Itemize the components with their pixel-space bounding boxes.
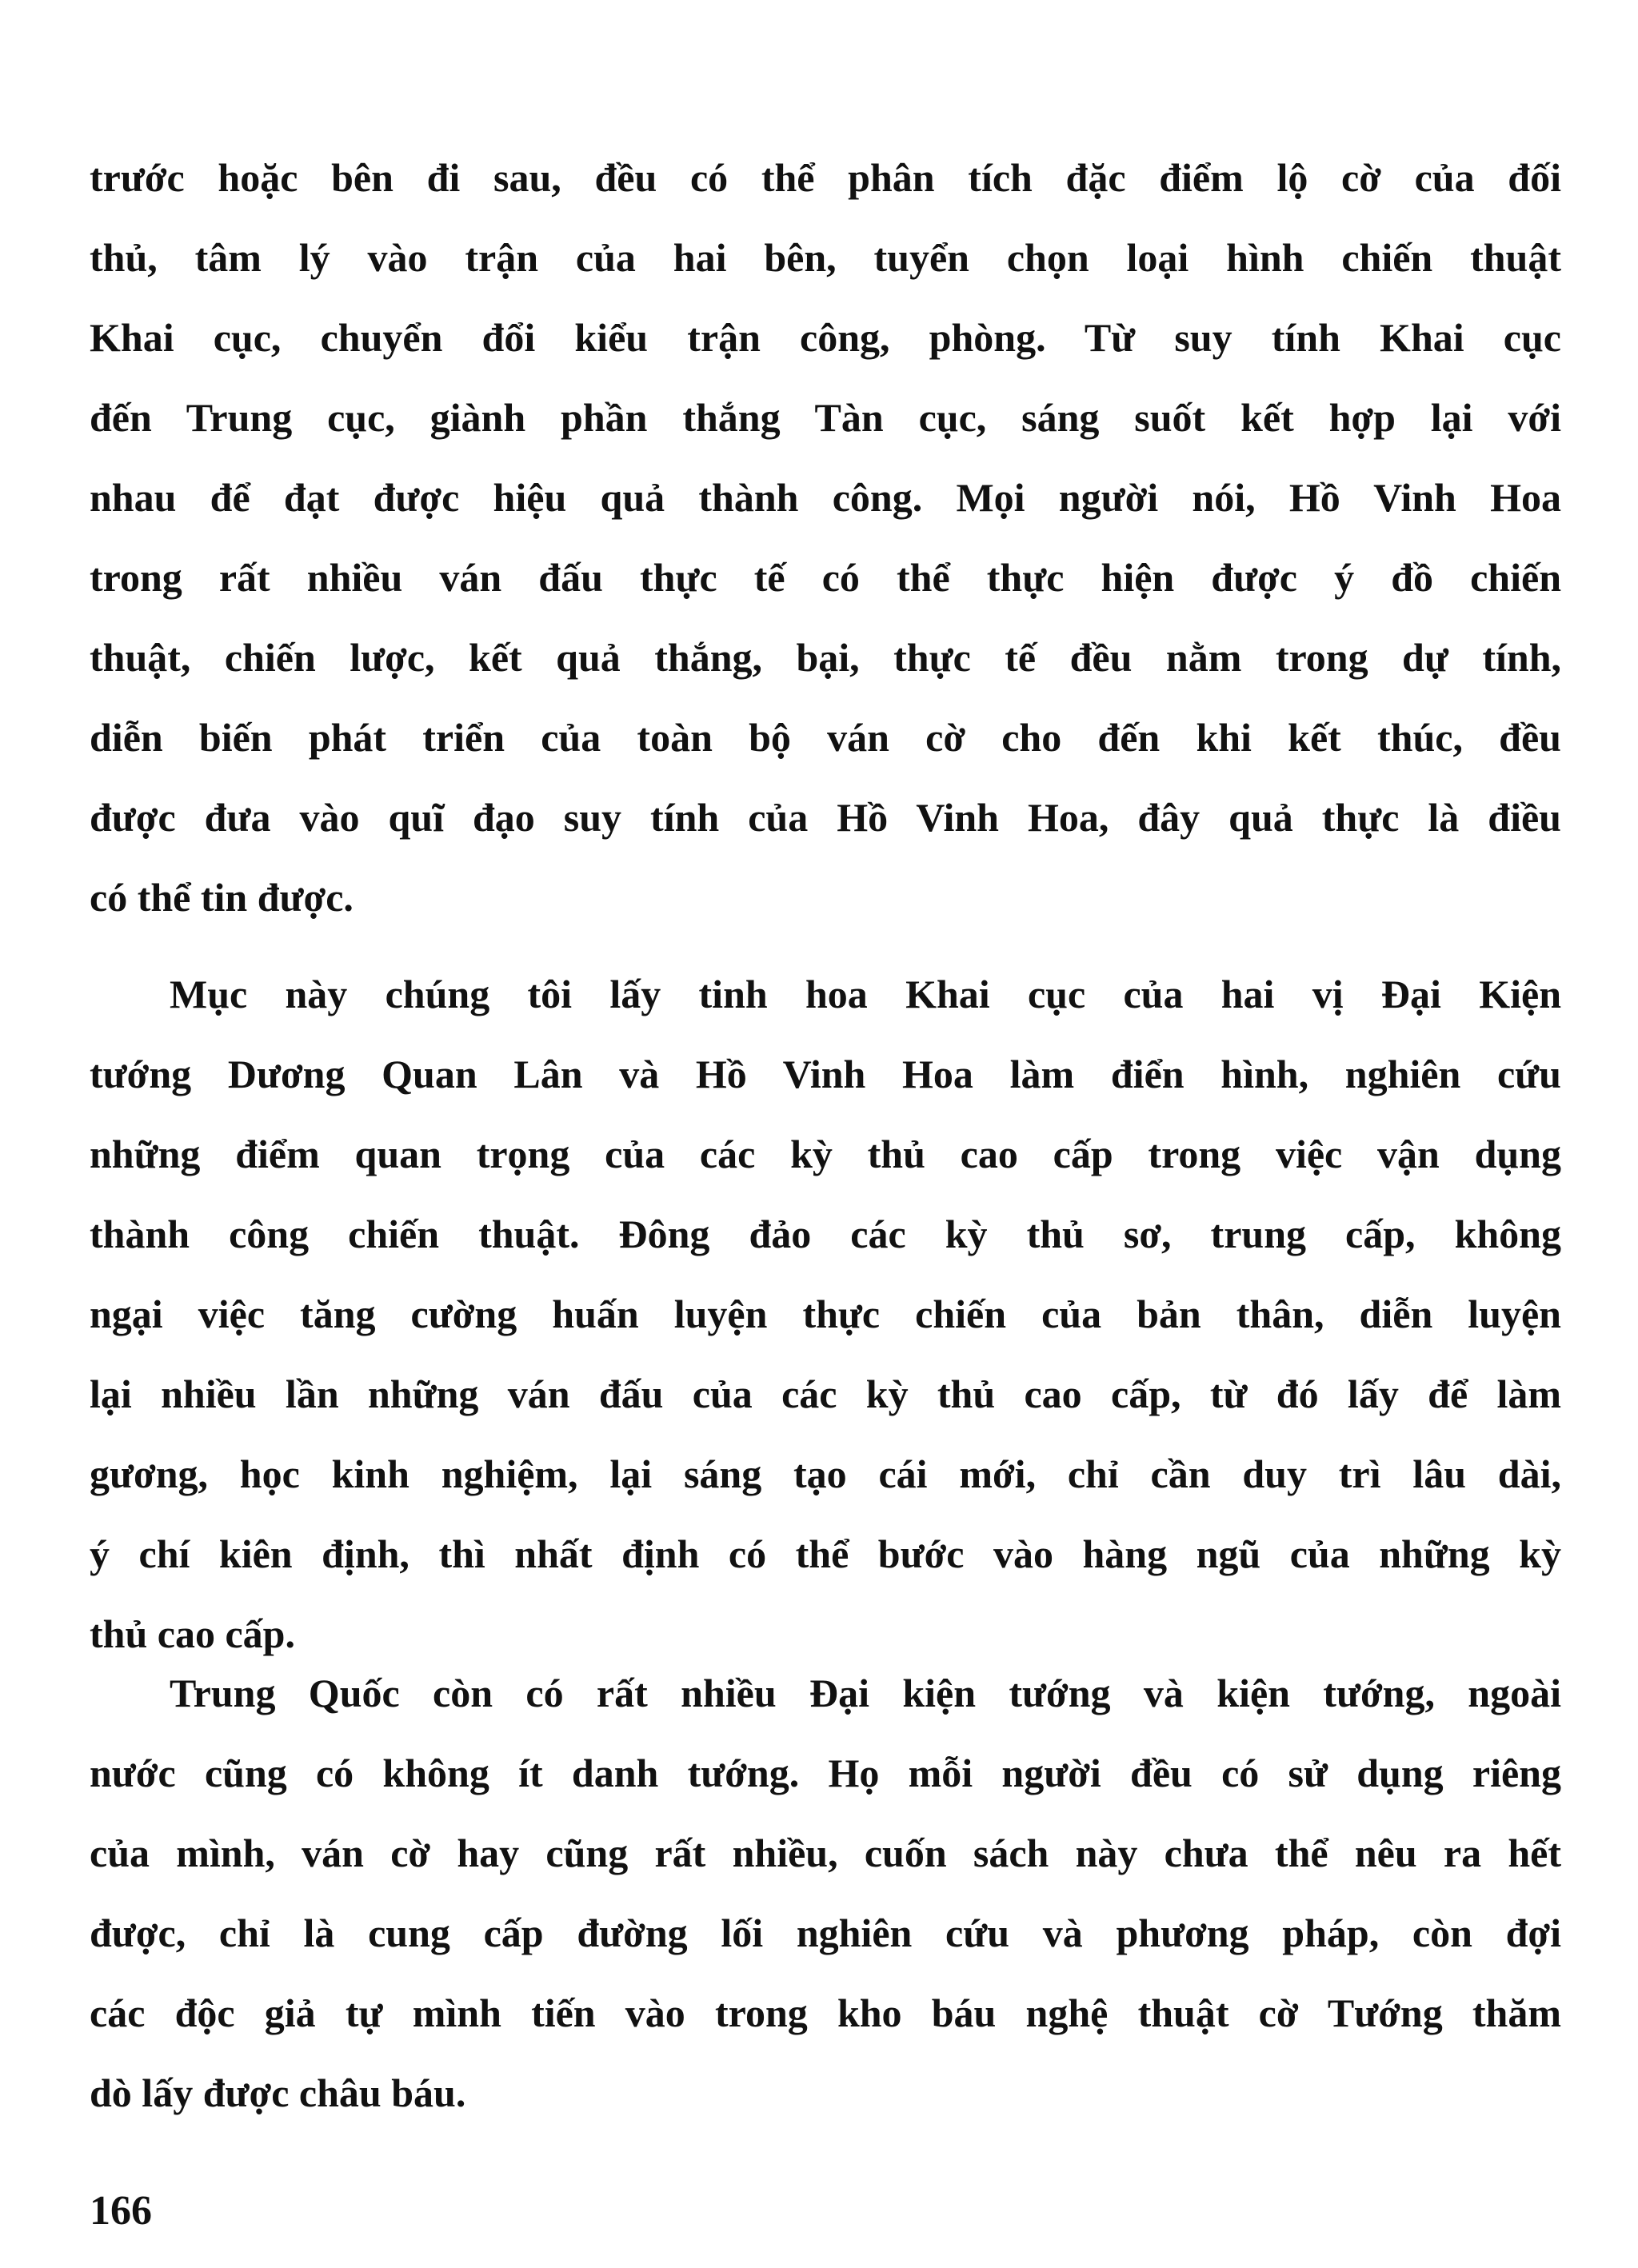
page-number: 166 <box>90 2188 152 2234</box>
text-line: lại nhiều lần những ván đấu của các kỳ thủ cao cấp, từ đó lấy để làm <box>90 1372 1561 1416</box>
text-line: Khai cục, chuyển đổi kiểu trận công, phòng. Từ suy tính Khai cục <box>90 315 1561 360</box>
text-line: được, chỉ là cung cấp đường lối nghiên cứu và phương pháp, còn đợi <box>90 1911 1561 1955</box>
text-line: nước cũng có không ít danh tướng. Họ mỗi người đều có sử dụng riêng <box>90 1751 1561 1795</box>
text-line: đến Trung cục, giành phần thắng Tàn cục, sáng suốt kết hợp lại với <box>90 395 1561 440</box>
text-line: Trung Quốc còn có rất nhiều Đại kiện tướng và kiện tướng, ngoài <box>170 1671 1561 1715</box>
text-line: gương, học kinh nghiệm, lại sáng tạo cái mới, chỉ cần duy trì lâu dài, <box>90 1451 1561 1496</box>
text-line: Mục này chúng tôi lấy tinh hoa Khai cục của hai vị Đại Kiện <box>170 972 1561 1016</box>
text-line: thành công chiến thuật. Đông đảo các kỳ thủ sơ, trung cấp, không <box>90 1212 1561 1256</box>
text-line: ý chí kiên định, thì nhất định có thể bước vào hàng ngũ của những kỳ <box>90 1531 1561 1576</box>
paragraph-3 <box>90 1653 1561 2133</box>
text-line: thủ, tâm lý vào trận của hai bên, tuyển chọn loại hình chiến thuật <box>90 235 1561 280</box>
text-line: trước hoặc bên đi sau, đều có thể phân tích đặc điểm lộ cờ của đối <box>90 155 1561 200</box>
paragraph-1 <box>90 138 1561 937</box>
text-line: thủ cao cấp. <box>90 1611 295 1656</box>
text-line: dò lấy được châu báu. <box>90 2070 466 2115</box>
text-line: tướng Dương Quan Lân và Hồ Vinh Hoa làm điển hình, nghiên cứu <box>90 1052 1561 1096</box>
text-line: của mình, ván cờ hay cũng rất nhiều, cuốn sách này chưa thể nêu ra hết <box>90 1831 1561 1875</box>
text-line: các độc giả tự mình tiến vào trong kho báu nghệ thuật cờ Tướng thăm <box>90 1990 1561 2035</box>
text-line: diễn biến phát triển của toàn bộ ván cờ cho đến khi kết thúc, đều <box>90 715 1561 760</box>
text-line: thuật, chiến lược, kết quả thắng, bại, thực tế đều nằm trong dự tính, <box>90 635 1561 680</box>
text-line: những điểm quan trọng của các kỳ thủ cao cấp trong việc vận dụng <box>90 1132 1561 1176</box>
text-line: được đưa vào quĩ đạo suy tính của Hồ Vinh Hoa, đây quả thực là điều <box>90 795 1561 840</box>
text-line: có thể tin được. <box>90 875 354 920</box>
text-line: nhau để đạt được hiệu quả thành công. Mọi người nói, Hồ Vinh Hoa <box>90 475 1561 520</box>
text-line: ngại việc tăng cường huấn luyện thực chiến của bản thân, diễn luyện <box>90 1292 1561 1336</box>
text-line: trong rất nhiều ván đấu thực tế có thể thực hiện được ý đồ chiến <box>90 555 1561 600</box>
paragraph-2 <box>90 954 1561 1674</box>
